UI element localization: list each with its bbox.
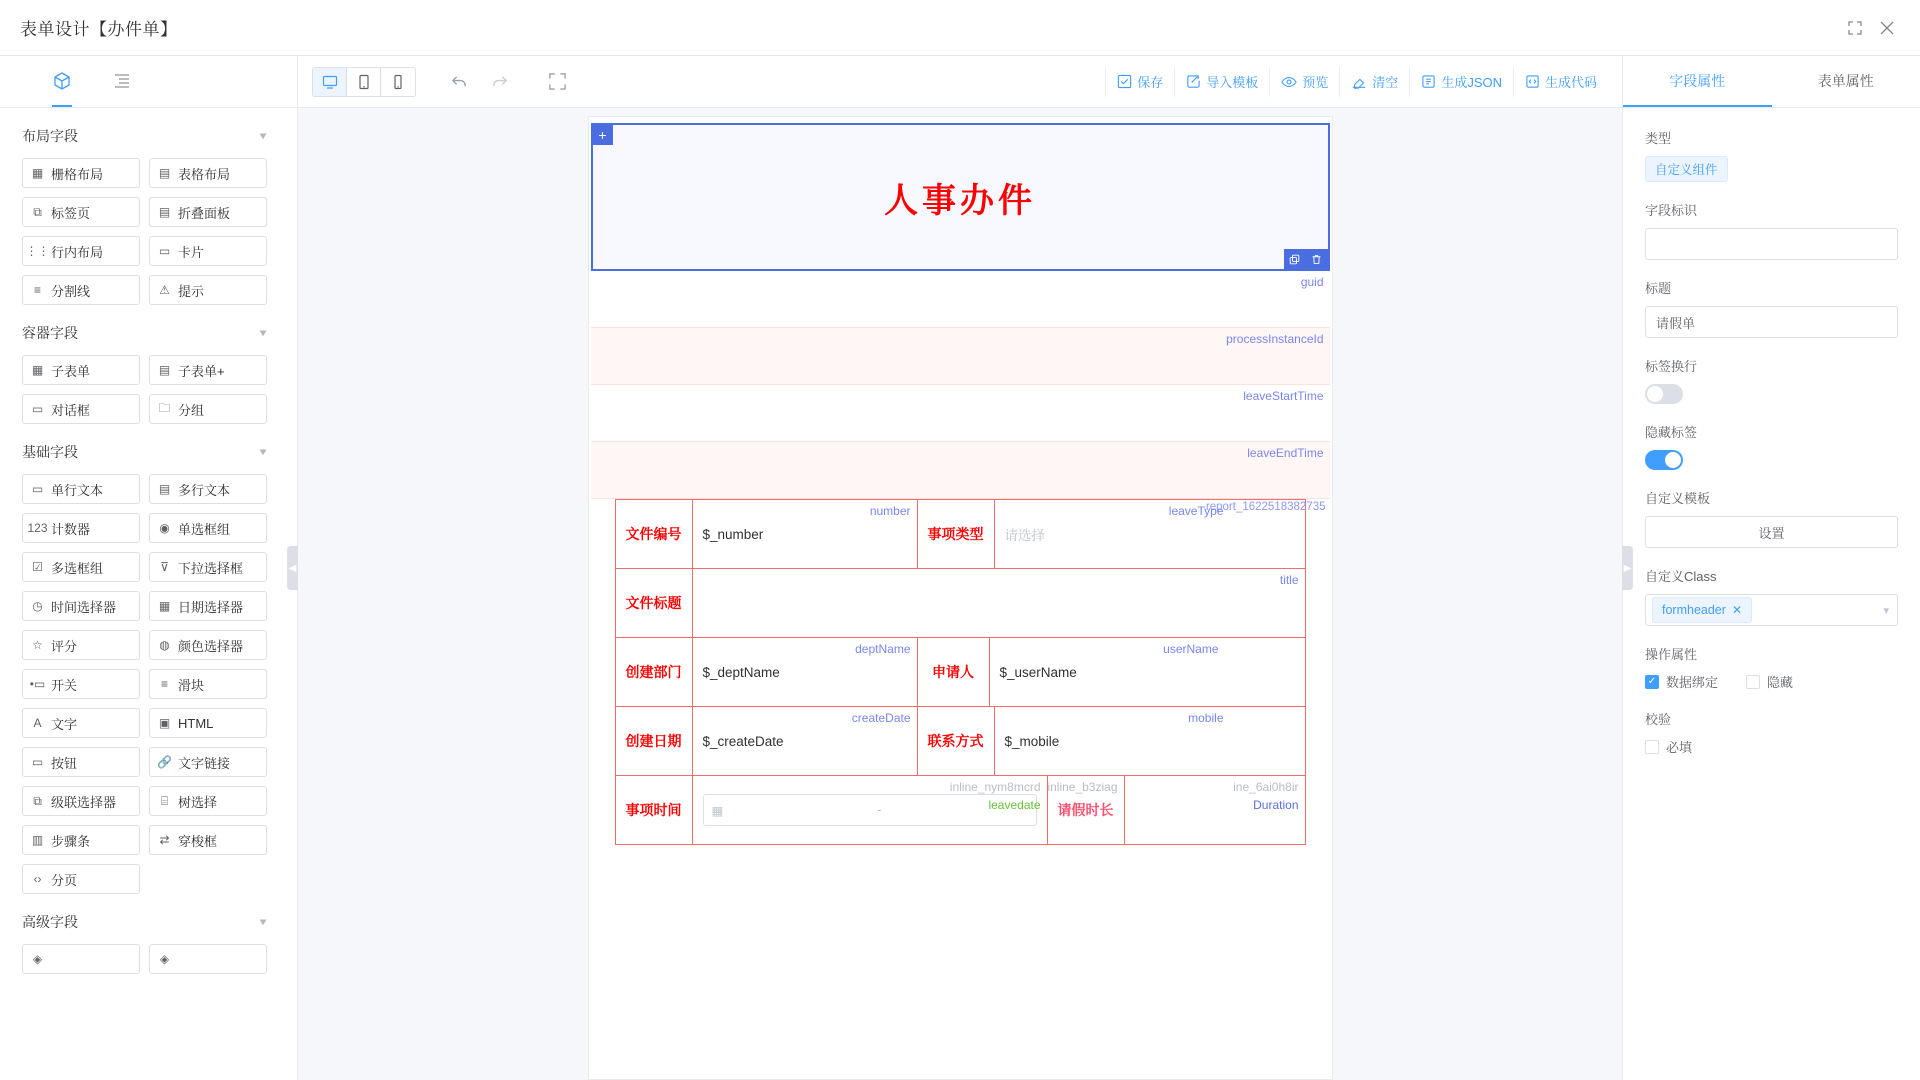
field-tag: processInstanceId xyxy=(1226,332,1324,346)
field-item[interactable]: •▭ 开关 xyxy=(22,669,140,699)
clear-label: 清空 xyxy=(1372,75,1399,90)
custom-class-label: 自定义Class xyxy=(1645,569,1717,584)
table-row[interactable] xyxy=(616,500,1305,569)
field-item[interactable]: ▦ 子表单 xyxy=(22,355,140,385)
cell-label[interactable]: 申请人 xyxy=(918,638,990,706)
custom-class-chip-label: formheader xyxy=(1662,603,1726,617)
cell-label[interactable]: 联系方式 xyxy=(918,707,995,775)
field-id-input[interactable] xyxy=(1645,228,1898,260)
title-bar xyxy=(0,0,1920,56)
group-header-layout[interactable] xyxy=(0,114,297,158)
alert-icon: ⚠ xyxy=(159,283,170,297)
close-icon[interactable] xyxy=(1874,15,1900,41)
textarea-icon: ▤ xyxy=(158,482,171,496)
field-item[interactable]: A 文字 xyxy=(22,708,140,738)
field-tag: leaveEndTime xyxy=(1247,446,1324,460)
radio-icon: ◉ xyxy=(159,521,170,535)
card-icon: ▭ xyxy=(158,244,171,258)
field-item[interactable]: ⌸ 树选择 xyxy=(149,786,267,816)
generate-code-label: 生成代码 xyxy=(1544,75,1597,90)
field-item[interactable]: ▦ 栅格布局 xyxy=(22,158,140,188)
tree-select-icon: ⌸ xyxy=(160,793,169,808)
input-icon: ▭ xyxy=(31,482,44,496)
clear-button[interactable] xyxy=(1339,67,1409,97)
label-wrap-switch[interactable] xyxy=(1645,384,1683,404)
cell-value-deptname[interactable]: $_deptName deptName xyxy=(693,638,918,706)
trash-icon[interactable] xyxy=(1306,249,1328,269)
slider-icon: ≡ xyxy=(160,677,168,691)
cell-label[interactable]: 创建日期 xyxy=(616,707,693,775)
date-icon: ▦ xyxy=(158,599,171,613)
checkbox-label: 必填 xyxy=(1666,740,1693,755)
tab-outline-tree[interactable] xyxy=(112,56,132,107)
preview-label: 预览 xyxy=(1302,75,1329,90)
designer-center xyxy=(298,56,1622,1080)
field-item[interactable]: ⊽ 下拉选择框 xyxy=(149,552,267,582)
copy-icon[interactable] xyxy=(1284,249,1306,269)
tabs-icon: ⧉ xyxy=(33,204,42,219)
device-switcher xyxy=(312,67,416,97)
field-id-label: 字段标识 xyxy=(1645,203,1698,218)
field-item[interactable] xyxy=(22,944,140,974)
form-header-title: 人事办件 xyxy=(884,182,1036,220)
custom-class-chip xyxy=(1652,597,1752,623)
field-item[interactable]: ◍ 颜色选择器 xyxy=(149,630,267,660)
custom-icon-2: ◈ xyxy=(159,952,170,966)
table-row[interactable] xyxy=(616,707,1305,776)
table-row[interactable] xyxy=(616,776,1305,844)
field-tag: mobile xyxy=(1188,711,1224,725)
cell-daterange[interactable] xyxy=(693,776,1048,844)
app-body xyxy=(0,56,1920,1080)
property-list xyxy=(1623,108,1920,1080)
chevron-down-icon: ▼ xyxy=(257,916,269,928)
field-item[interactable]: ▤ 子表单+ xyxy=(149,355,267,385)
group-icon: 🗀 xyxy=(158,400,171,415)
checkbox-label: 隐藏 xyxy=(1767,675,1794,690)
group-items-container xyxy=(0,355,297,424)
validate-checkbox-group xyxy=(1645,737,1898,756)
close-icon[interactable]: ✕ xyxy=(1731,603,1742,617)
dialog-icon: ▭ xyxy=(31,402,44,416)
date-range-separator: - xyxy=(877,803,882,817)
group-header-container[interactable] xyxy=(0,311,297,355)
field-item[interactable]: ◷ 时间选择器 xyxy=(22,591,140,621)
table-row[interactable] xyxy=(616,638,1305,707)
chevron-down-icon: ▼ xyxy=(257,130,269,142)
cell-value-createdate[interactable]: $_createDate createDate xyxy=(693,707,918,775)
button-icon: ▭ xyxy=(31,755,44,769)
group-title: 基础字段 xyxy=(22,444,78,460)
custom-icon: ◈ xyxy=(32,952,43,966)
preview-button[interactable] xyxy=(1269,67,1339,97)
field-item[interactable]: ‹› 分页 xyxy=(22,864,140,894)
field-item[interactable]: ▤ 折叠面板 xyxy=(149,197,267,227)
field-item[interactable]: ◉ 单选框组 xyxy=(149,513,267,543)
page-title: 表单设计【办件单】 xyxy=(20,20,178,39)
cell-label[interactable]: 事项类型 xyxy=(918,500,995,568)
field-tag: leaveStartTime xyxy=(1243,389,1324,403)
steps-icon: ▥ xyxy=(31,833,44,847)
field-item[interactable]: 🗀 分组 xyxy=(149,394,267,424)
cell-label[interactable]: 文件标题 xyxy=(616,569,693,637)
group-items-layout xyxy=(0,158,297,305)
field-tag: deptName xyxy=(855,642,911,656)
switch-icon: •▭ xyxy=(29,677,46,691)
tab-component-library[interactable] xyxy=(52,56,72,107)
operation-checkbox-group xyxy=(1645,672,1898,691)
field-item[interactable]: ▤ 表格布局 xyxy=(149,158,267,188)
hidden-field-row[interactable] xyxy=(591,328,1330,385)
validate-label: 校验 xyxy=(1645,712,1672,727)
hidden-field-row[interactable] xyxy=(591,442,1330,499)
tablet-icon[interactable] xyxy=(347,68,381,96)
tab-field-properties[interactable]: 字段属性 xyxy=(1623,56,1772,107)
inline-icon: ⋮⋮ xyxy=(25,244,50,258)
operation-label: 操作属性 xyxy=(1645,647,1698,662)
cell-label[interactable]: 文件编号 xyxy=(616,500,693,568)
field-item[interactable]: ≡ 滑块 xyxy=(149,669,267,699)
label-wrap-label: 标签换行 xyxy=(1645,359,1698,374)
field-tag: title xyxy=(1279,573,1299,587)
left-panel-collapse-handle[interactable]: ◀ xyxy=(287,546,298,590)
field-item[interactable]: ☆ 评分 xyxy=(22,630,140,660)
switch-knob xyxy=(1647,386,1663,402)
field-tag: createDate xyxy=(851,711,911,725)
field-item[interactable]: 123 计数器 xyxy=(22,513,140,543)
custom-class-select[interactable] xyxy=(1645,594,1898,626)
property-tabs xyxy=(1623,56,1920,108)
time-icon: ◷ xyxy=(32,599,43,613)
cell-label[interactable]: 创建部门 xyxy=(616,638,693,706)
field-item[interactable]: ⇄ 穿梭框 xyxy=(149,825,267,855)
field-item[interactable]: ▭ 按钮 xyxy=(22,747,140,777)
type-value-chip: 自定义组件 xyxy=(1645,156,1728,182)
cell-duration[interactable] xyxy=(1125,776,1305,844)
date-range-picker[interactable] xyxy=(703,794,1037,826)
field-item[interactable]: ▥ 步骤条 xyxy=(22,825,140,855)
import-template-label: 导入模板 xyxy=(1206,75,1259,90)
field-item[interactable]: ⧉ 标签页 xyxy=(22,197,140,227)
generate-json-button[interactable] xyxy=(1409,67,1513,97)
html-icon: ▣ xyxy=(158,716,171,730)
field-tag: guid xyxy=(1300,275,1324,289)
field-tag-alt: leavedate xyxy=(988,798,1041,812)
field-item[interactable]: ▭ 单行文本 xyxy=(22,474,140,504)
maximize-icon[interactable] xyxy=(1842,15,1868,41)
hide-label-label: 隐藏标签 xyxy=(1645,425,1698,440)
cell-value-username[interactable]: $_userName userName xyxy=(999,642,1219,680)
desktop-icon[interactable] xyxy=(313,68,347,96)
group-header-advanced[interactable] xyxy=(0,900,297,944)
field-item[interactable]: 🔗 文字链接 xyxy=(149,747,267,777)
left-panel-tabs xyxy=(0,56,297,108)
component-library-panel xyxy=(0,56,298,1080)
group-header-basic[interactable] xyxy=(0,430,297,474)
field-tag-alt: Duration xyxy=(1253,798,1299,812)
field-item[interactable]: ⋮⋮ 行内布局 xyxy=(22,236,140,266)
field-item[interactable]: ⚠ 提示 xyxy=(149,275,267,305)
title-label: 标题 xyxy=(1645,281,1672,296)
subform-plus-icon: ▤ xyxy=(158,363,171,377)
generate-code-button[interactable] xyxy=(1513,67,1608,97)
field-item[interactable]: ▤ 多行文本 xyxy=(149,474,267,504)
select-icon: ⊽ xyxy=(160,560,169,574)
group-title: 高级字段 xyxy=(22,914,78,930)
field-tag: number xyxy=(869,504,911,518)
field-item[interactable]: ⧉ 级联选择器 xyxy=(22,786,140,816)
type-label: 类型 xyxy=(1645,131,1672,146)
custom-template-settings-button[interactable]: 设置 xyxy=(1645,516,1898,548)
fullscreen-icon[interactable] xyxy=(542,67,572,97)
hide-label-switch[interactable] xyxy=(1645,450,1683,470)
field-tag: leaveType xyxy=(1168,504,1224,518)
pagination-icon: ‹› xyxy=(33,872,42,886)
save-button-label: 保存 xyxy=(1137,75,1164,90)
text-icon: A xyxy=(33,716,42,730)
checkbox-hidden[interactable] xyxy=(1746,672,1793,691)
cell-value-leavetype[interactable]: 请选择 leaveType xyxy=(1004,504,1224,543)
report-tag: report_1622518382735 xyxy=(1205,501,1326,513)
component-groups xyxy=(0,108,297,1080)
property-panel xyxy=(1622,56,1920,1080)
checkbox-label: 数据绑定 xyxy=(1666,675,1719,690)
calendar-icon: ▦ xyxy=(711,803,724,818)
cell-value-title[interactable] xyxy=(693,569,1305,637)
collapse-icon: ▤ xyxy=(158,205,171,219)
field-item[interactable]: ☑ 多选框组 xyxy=(22,552,140,582)
checkbox-icon xyxy=(1746,675,1760,689)
table-row[interactable] xyxy=(616,569,1305,638)
cell-value-number[interactable]: $_number number xyxy=(693,500,918,568)
form-canvas[interactable] xyxy=(588,116,1333,1080)
right-panel-collapse-handle[interactable]: ▶ xyxy=(1622,546,1633,590)
field-tag: inline_b3ziag xyxy=(1047,780,1118,794)
transfer-icon: ⇄ xyxy=(159,833,170,847)
checkbox-data-binding[interactable] xyxy=(1645,672,1718,691)
star-icon: ☆ xyxy=(32,638,43,652)
undo-icon[interactable] xyxy=(444,67,474,97)
link-icon: 🔗 xyxy=(157,755,172,769)
title-input[interactable]: 请假单 xyxy=(1645,306,1898,338)
cell-value-mobile[interactable]: $_mobile mobile xyxy=(1004,711,1224,749)
cascader-icon: ⧉ xyxy=(33,793,42,808)
chevron-down-icon: ▾ xyxy=(1883,604,1889,617)
field-item[interactable]: ▣ HTML xyxy=(149,708,267,738)
chevron-down-icon: ▼ xyxy=(257,327,269,339)
field-tag: inline_nym8mcrd xyxy=(949,780,1041,794)
widget-actions xyxy=(1284,249,1328,269)
table-layout[interactable] xyxy=(615,499,1306,845)
color-icon: ◍ xyxy=(159,638,170,652)
canvas-scroll-area[interactable] xyxy=(298,108,1622,1080)
field-tag: ine_6ai0h8ir xyxy=(1233,780,1299,794)
table-icon: ▤ xyxy=(158,166,171,180)
checkbox-icon: ✓ xyxy=(1645,675,1659,689)
hidden-field-row[interactable] xyxy=(591,385,1330,442)
group-title: 容器字段 xyxy=(22,325,78,341)
checkbox-required[interactable] xyxy=(1645,737,1692,756)
checkbox-icon: ☑ xyxy=(32,560,43,574)
field-item[interactable]: ≡ 分割线 xyxy=(22,275,140,305)
checkbox-icon xyxy=(1645,740,1659,754)
field-tag: userName xyxy=(1163,642,1219,656)
switch-knob xyxy=(1665,452,1681,468)
field-item[interactable]: ▦ 日期选择器 xyxy=(149,591,267,621)
grid-icon: ▦ xyxy=(31,166,44,180)
field-item[interactable] xyxy=(149,944,267,974)
chevron-down-icon: ▼ xyxy=(257,446,269,458)
mobile-icon[interactable] xyxy=(381,68,415,96)
import-template-button[interactable] xyxy=(1174,67,1269,97)
custom-template-label: 自定义模板 xyxy=(1645,491,1711,506)
group-items-basic xyxy=(0,474,297,894)
generate-json-label: 生成JSON xyxy=(1441,75,1502,90)
divider-icon: ≡ xyxy=(33,283,41,297)
redo-icon[interactable] xyxy=(484,67,514,97)
cell-label[interactable]: 事项时间 xyxy=(616,776,693,844)
field-item[interactable]: ▭ 对话框 xyxy=(22,394,140,424)
group-items-advanced xyxy=(0,944,297,974)
plus-icon[interactable]: + xyxy=(593,125,613,145)
subform-icon: ▦ xyxy=(31,363,44,377)
cell-label[interactable]: 请假时长 inline_b3ziag xyxy=(1048,776,1125,844)
field-item[interactable]: ▭ 卡片 xyxy=(149,236,267,266)
number-icon: 123 xyxy=(27,521,48,535)
hidden-field-row[interactable] xyxy=(591,271,1330,328)
form-header-widget[interactable] xyxy=(591,123,1330,271)
designer-toolbar xyxy=(298,56,1622,108)
group-title: 布局字段 xyxy=(22,128,78,144)
save-button[interactable] xyxy=(1105,67,1174,97)
tab-form-properties[interactable]: 表单属性 xyxy=(1817,72,1874,89)
